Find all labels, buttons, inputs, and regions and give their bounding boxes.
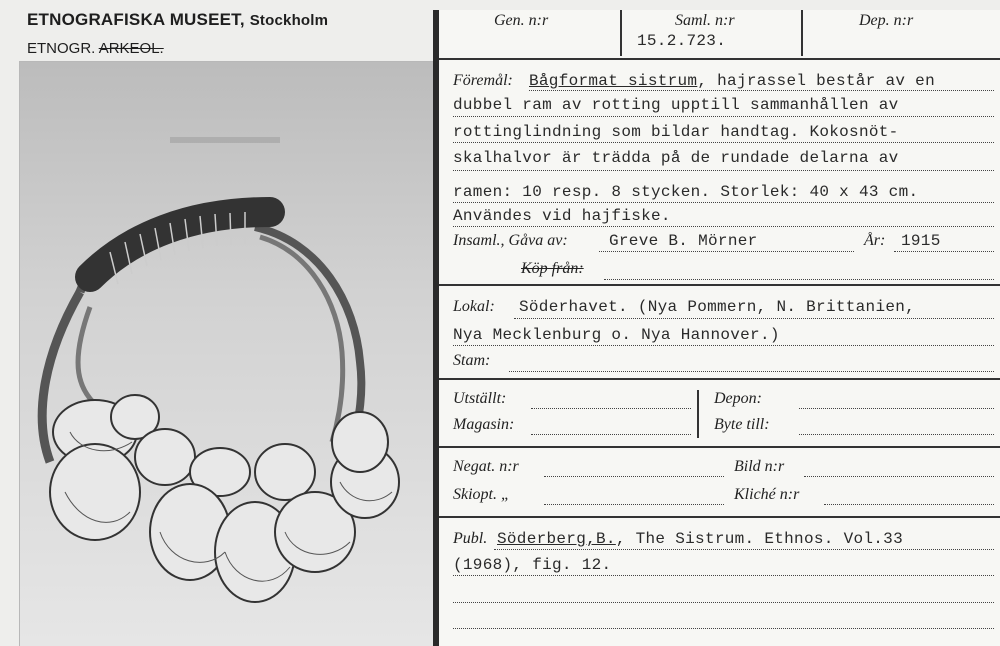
dep-nr-label: Dep. n:r <box>859 12 914 29</box>
negat-label: Negat. n:r <box>453 458 519 475</box>
museum-title: ETNOGRAFISKA MUSEET, <box>27 10 245 29</box>
foremal-line-6: Användes vid hajfiske. <box>453 207 671 225</box>
saml-nr-label: Saml. n:r <box>675 12 735 29</box>
insaml-value: Greve B. Mörner <box>609 232 758 250</box>
divider-top <box>439 58 1000 60</box>
foremal-line-4: skalhalvor är trädda på de rundade delarna av <box>453 149 899 167</box>
lokal-label: Lokal: <box>453 298 495 315</box>
divider-publ <box>439 516 1000 518</box>
publ-underlined: Söderberg,B. <box>497 530 616 548</box>
department-struck: ARKEOL. <box>98 40 164 57</box>
ar-label: År: <box>864 232 886 249</box>
foremal-label: Föremål: <box>453 72 513 89</box>
depon-label: Depon: <box>714 390 762 407</box>
foremal-line-2: dubbel ram av rotting upptill sammanhållen av <box>453 96 899 114</box>
skiopt-label: Skiopt. „ <box>453 486 510 503</box>
foremal-line-1-rest: , hajrassel består av en <box>697 72 935 90</box>
bild-label: Bild n:r <box>734 458 785 475</box>
divider-lokal <box>439 284 1000 286</box>
kop-label: Köp från: <box>521 260 584 277</box>
sistrum-drawing <box>20 62 434 646</box>
cliche-label: Kliché n:r <box>734 486 800 503</box>
museum-city: Stockholm <box>249 12 329 29</box>
lokal-line-1: Söderhavet. (Nya Pommern, N. Brittanien, <box>519 298 916 316</box>
magasin-label: Magasin: <box>453 416 515 433</box>
publ-label: Publ. <box>453 530 488 547</box>
publ-line-1 <box>497 530 903 548</box>
utstallt-label: Utställt: <box>453 390 507 407</box>
saml-nr-value: 15.2.723. <box>637 32 727 50</box>
divider-col1 <box>620 10 622 56</box>
foremal-underlined: Bågformat sistrum <box>529 72 698 90</box>
foremal-line-1 <box>529 72 935 90</box>
publ-line-2: (1968), fig. 12. <box>453 556 612 574</box>
foremal-line-5: ramen: 10 resp. 8 stycken. Storlek: 40 x 43 cm. <box>453 183 919 201</box>
divider-utstallt-col <box>697 390 699 438</box>
insaml-label: Insaml., Gåva av: <box>453 232 568 249</box>
object-photograph <box>20 62 434 646</box>
divider-utstallt <box>439 378 1000 380</box>
department-prefix: ETNOGR. <box>27 40 96 57</box>
divider-negat <box>439 446 1000 448</box>
publ-line-1-rest: , The Sistrum. Ethnos. Vol.33 <box>615 530 903 548</box>
lokal-line-2: Nya Mecklenburg o. Nya Hannover.) <box>453 326 780 344</box>
divider-col2 <box>801 10 803 56</box>
foremal-line-3: rottinglindning som bildar handtag. Kokosnöt- <box>453 123 899 141</box>
byte-label: Byte till: <box>714 416 770 433</box>
department-line <box>27 40 164 57</box>
stam-label: Stam: <box>453 352 491 369</box>
catalogue-card <box>439 10 1000 646</box>
museum-name <box>27 10 328 30</box>
gen-nr-label: Gen. n:r <box>494 12 549 29</box>
ar-value: 1915 <box>901 232 941 250</box>
